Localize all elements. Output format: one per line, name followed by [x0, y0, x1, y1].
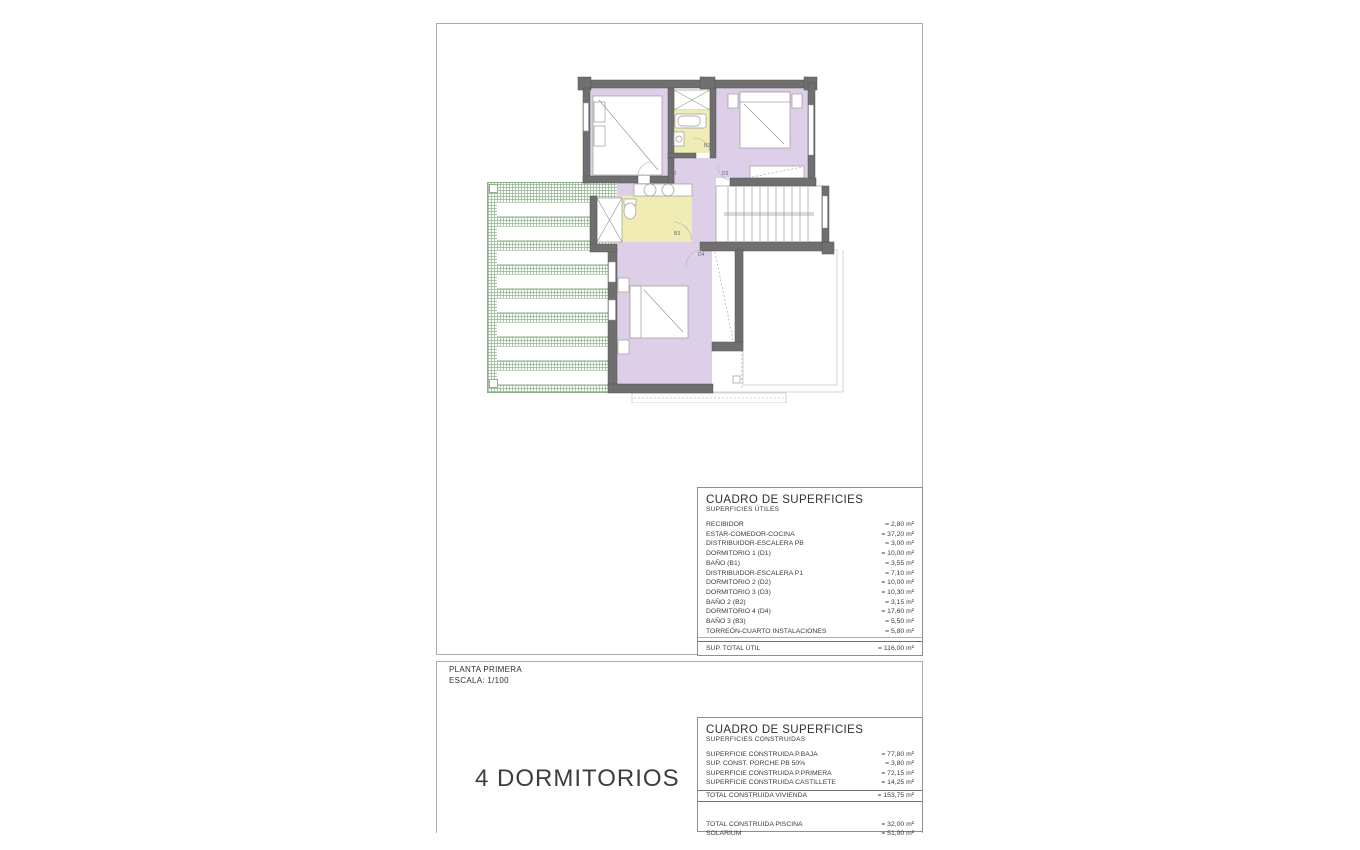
- row-label: ESTAR-COMEDOR-COCINA: [706, 530, 795, 538]
- table-row: [706, 607, 914, 617]
- table-extra-rows: [706, 820, 914, 839]
- row-value: = 17,60 m²: [881, 608, 914, 616]
- table-row: [706, 520, 914, 530]
- row-value: = 10,30 m²: [881, 588, 914, 596]
- row-label: SUPERFICIE CONSTRUIDA P.PRIMERA: [706, 769, 832, 777]
- row-label: DORMITORIO 1 (D1): [706, 550, 771, 558]
- table-row: [706, 578, 914, 588]
- table-total-row: [698, 641, 922, 655]
- table-row: [706, 820, 914, 829]
- headline-bedrooms: 4 DORMITORIOS: [475, 765, 680, 792]
- table-divider: [698, 637, 922, 638]
- total-label: SUP. TOTAL ÚTIL: [706, 645, 761, 652]
- row-value: = 2,80 m²: [885, 521, 914, 528]
- row-value: = 3,00 m²: [885, 540, 914, 548]
- sheet-titleblock: [436, 661, 923, 838]
- row-label: SUP. CONST. PORCHE PB 50%: [706, 760, 806, 768]
- row-value: = 3,80 m²: [885, 760, 914, 768]
- table-row: [706, 559, 914, 569]
- row-label: RECIBIDOR: [706, 521, 744, 528]
- table-row: [706, 769, 914, 778]
- table-rows: [706, 520, 914, 636]
- room-label-d3: D3: [722, 171, 729, 177]
- table-title: CUADRO DE SUPERFICIES: [706, 494, 864, 506]
- table-total-row: [698, 790, 922, 802]
- total-value: = 153,75 m²: [877, 792, 914, 800]
- row-label: DORMITORIO 4 (D4): [706, 608, 771, 616]
- table-row: [706, 539, 914, 549]
- row-value: = 10,00 m²: [881, 579, 914, 587]
- room-label-b2: B2: [704, 143, 711, 149]
- table-row: [706, 759, 914, 768]
- row-label: SUPERFICIE CONSTRUIDA P.BAJA: [706, 751, 818, 758]
- table-row: [706, 588, 914, 598]
- table-row: [706, 530, 914, 540]
- terrace-outline: [743, 250, 837, 385]
- table-row: [706, 778, 914, 787]
- row-label: TORREÓN-CUARTO INSTALACIONES: [706, 627, 827, 635]
- table-row: [706, 569, 914, 579]
- row-label: DISTRIBUIDOR-ESCALERA P1: [706, 569, 804, 577]
- table-subtitle: SUPERFICIES ÚTILES: [706, 506, 780, 513]
- row-label: TOTAL CONSTRUIDA PISCINA: [706, 820, 803, 828]
- staircase: [716, 186, 822, 242]
- row-label: DORMITORIO 3 (D3): [706, 588, 771, 596]
- plan-scale: ESCALA: 1/100: [449, 675, 509, 685]
- table-row: [706, 598, 914, 608]
- plan-title: PLANTA PRIMERA: [449, 665, 522, 674]
- row-value: = 3,55 m²: [885, 559, 914, 567]
- corridor-upper: [674, 158, 716, 183]
- row-value: = 10,00 m²: [881, 550, 914, 558]
- total-label: TOTAL CONSTRUIDA VIVIENDA: [706, 792, 808, 800]
- table-rows: [706, 750, 914, 788]
- row-label: DORMITORIO 2 (D2): [706, 579, 771, 587]
- row-value: = 7,10 m²: [885, 569, 914, 577]
- row-label: SOLARIUM: [706, 830, 742, 838]
- row-label: BAÑO (B1): [706, 559, 740, 567]
- row-label: SUPERFICIE CONSTRUIDA CASTILLETE: [706, 779, 836, 787]
- table-row: [706, 617, 914, 627]
- porch-post: [733, 376, 740, 383]
- row-label: BAÑO 3 (B3): [706, 618, 746, 626]
- row-value: = 77,80 m²: [881, 751, 914, 758]
- table-row: [706, 627, 914, 637]
- table-row: [706, 829, 914, 838]
- row-label: DISTRIBUIDOR-ESCALERA PB: [706, 540, 804, 548]
- table-superficies-utiles: [697, 487, 923, 656]
- room-label-d2: D2: [670, 171, 677, 177]
- table-superficies-construidas: [697, 717, 923, 838]
- sheet-plan: [436, 23, 923, 655]
- table-subtitle: SUPERFICIES CONSTRUIDAS: [706, 736, 806, 743]
- table-row: [706, 549, 914, 559]
- row-value: = 14,25 m²: [881, 779, 914, 787]
- table-title: CUADRO DE SUPERFICIES: [706, 724, 864, 736]
- row-value: = 37,20 m²: [881, 530, 914, 538]
- total-value: = 116,00 m²: [878, 645, 914, 652]
- room-label-b3: B3: [674, 231, 681, 237]
- row-value: = 5,50 m²: [885, 618, 914, 626]
- row-value: = 5,80 m²: [885, 627, 914, 635]
- row-label: BAÑO 2 (B2): [706, 598, 746, 606]
- row-value: = 3,15 m²: [885, 598, 914, 606]
- gallery-diagonal: [715, 252, 733, 340]
- plan-title-block: [449, 665, 522, 686]
- floor-plan: [478, 58, 848, 403]
- row-value: = 51,90 m²: [881, 830, 914, 838]
- room-label-d4: D4: [698, 252, 705, 258]
- row-value: = 32,00 m²: [881, 820, 914, 828]
- row-value: = 72,15 m²: [881, 769, 914, 777]
- table-row: [706, 750, 914, 759]
